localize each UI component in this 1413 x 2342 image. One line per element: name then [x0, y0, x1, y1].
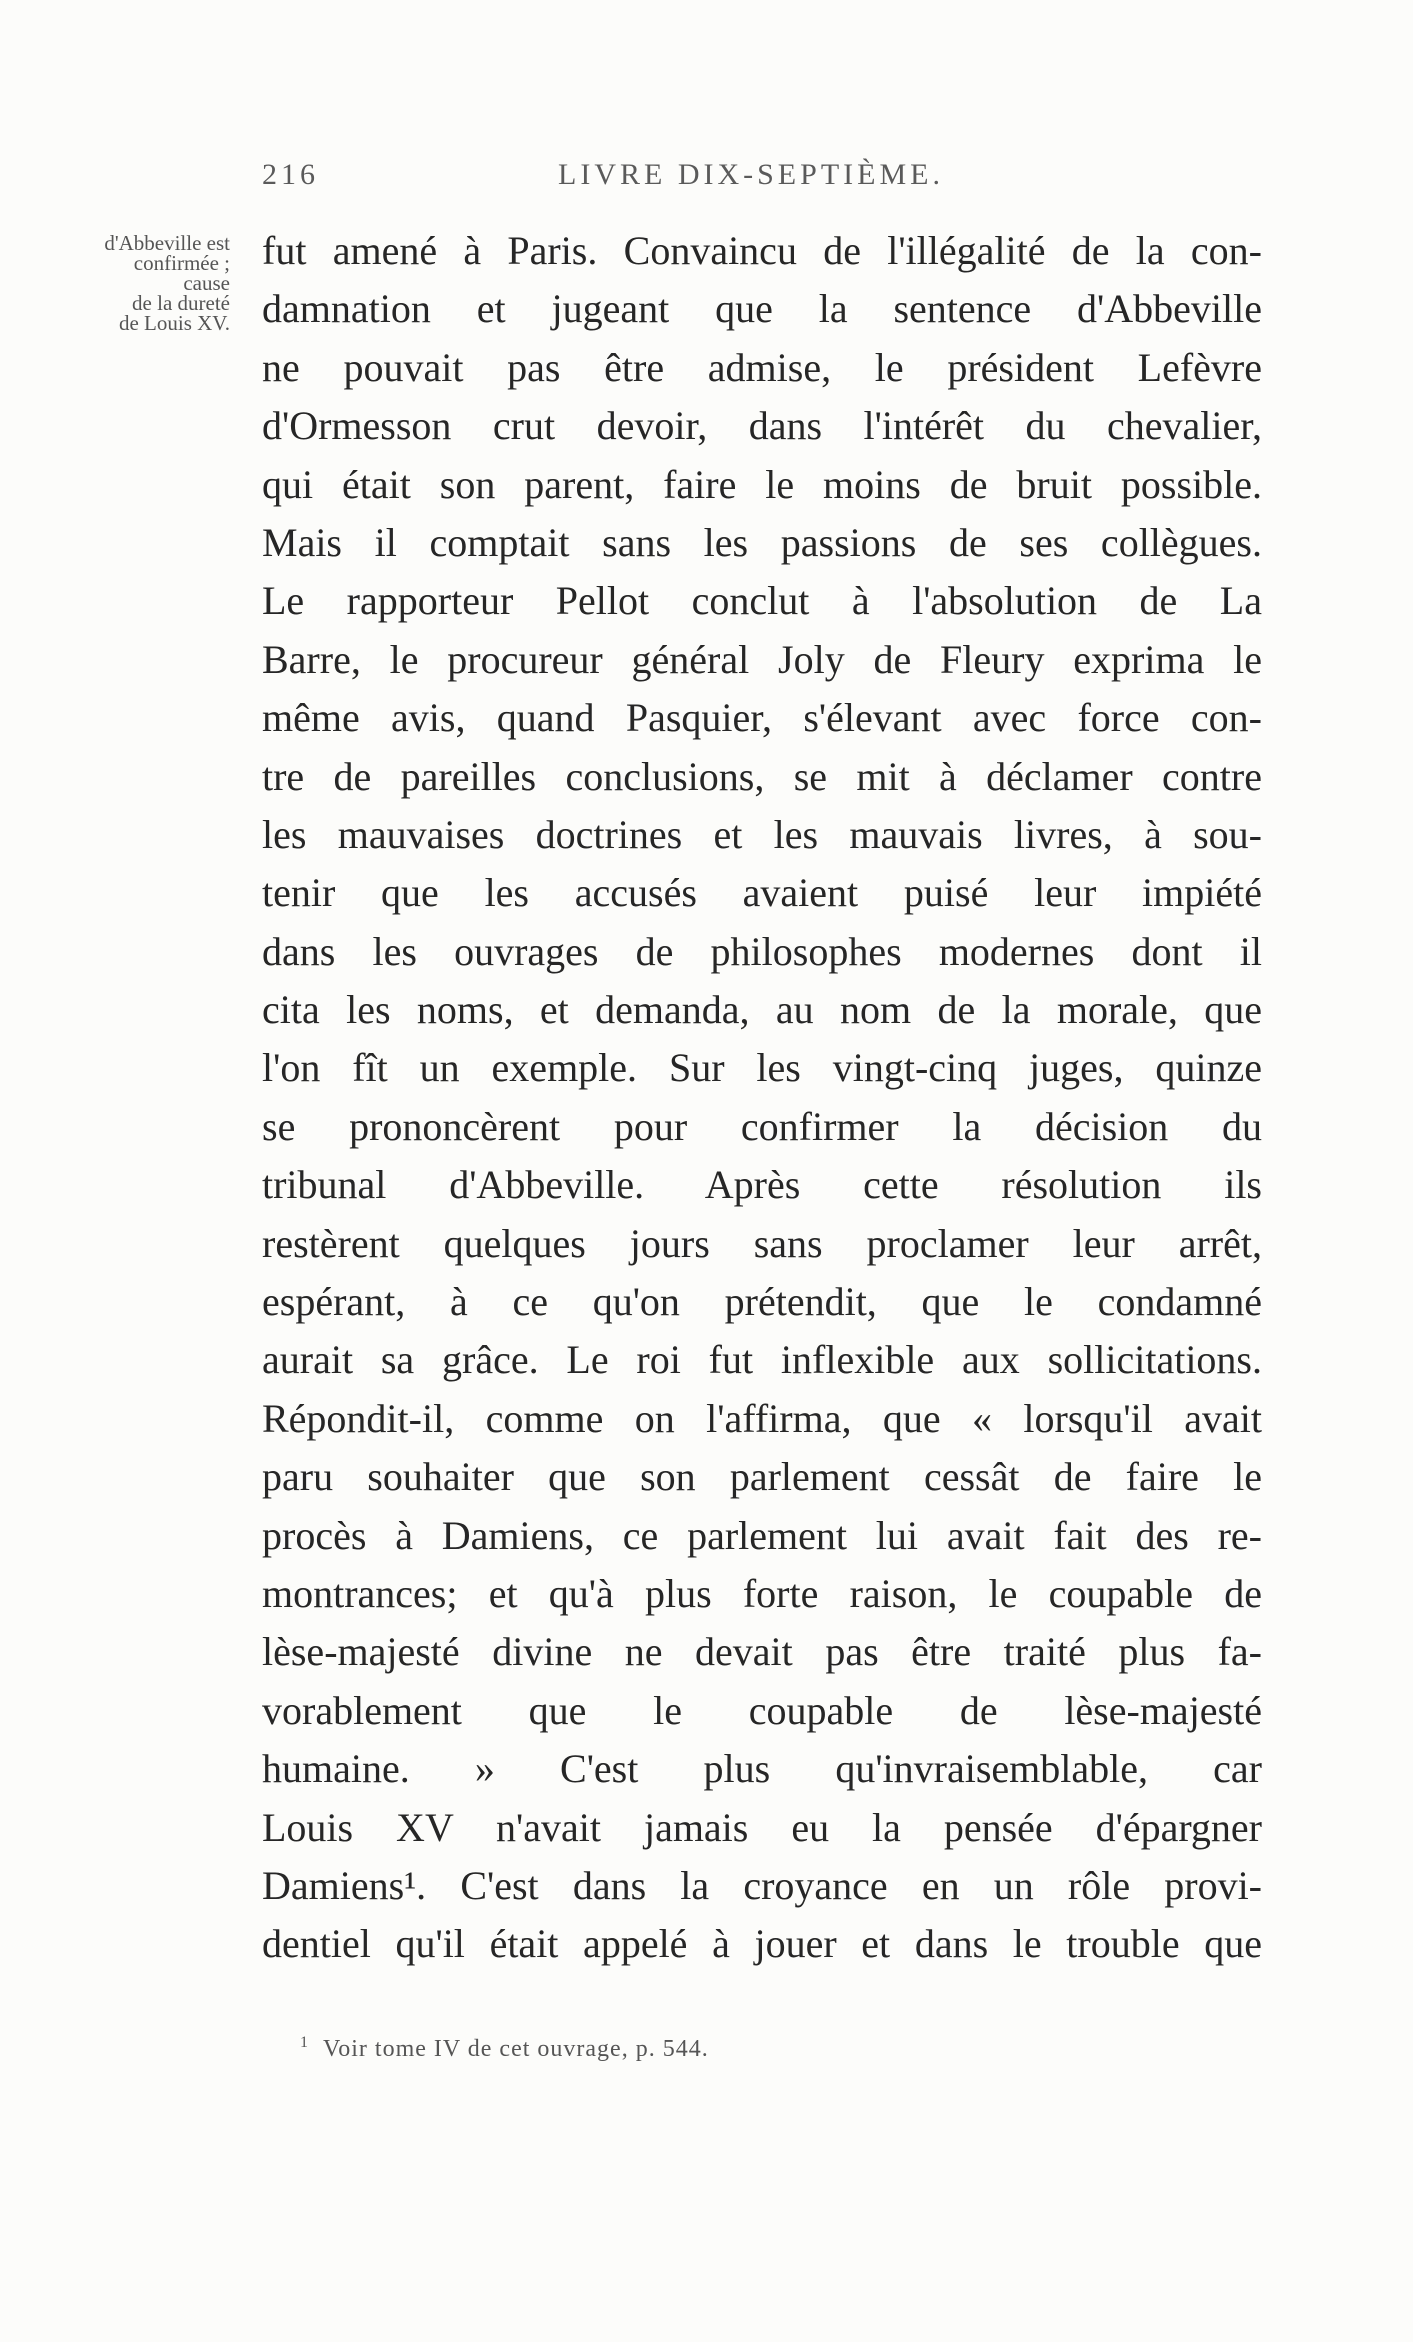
text-line: dans les ouvrages de philosophes modernes dont il [262, 928, 1262, 974]
margin-note-line: de la dureté [132, 291, 230, 315]
text-line: qui était son parent, faire le moins de bruit possible. [262, 461, 1262, 507]
margin-note-line: de Louis XV. [118, 311, 230, 335]
text-line: montrances; et qu'à plus forte raison, le coupable de [262, 1570, 1262, 1616]
text-line: même avis, quand Pasquier, s'élevant avec force con- [262, 695, 1262, 741]
margin-note-line: d'Abbeville est [104, 231, 230, 255]
text-line: l'on fît un exemple. Sur les vingt-cinq juges, quinze [262, 1045, 1262, 1091]
text-line: Barre, le procureur général Joly de Fleury exprima le [262, 636, 1262, 682]
text-line: procès à Damiens, ce parlement lui avait fait des re- [262, 1512, 1262, 1558]
text-line: Mais il comptait sans les passions de ses collègues. [262, 519, 1262, 565]
text-line: humaine. » C'est plus qu'invraisemblable, car [262, 1746, 1262, 1792]
text-line: tribunal d'Abbeville. Après cette résolution ils [262, 1162, 1262, 1208]
text-line: damnation et jugeant que la sentence d'Abbeville [262, 286, 1262, 332]
footnote-text: Voir tome IV de cet ouvrage, p. 544. [323, 2036, 709, 2062]
margin-note [40, 233, 230, 333]
text-line: restèrent quelques jours sans proclamer leur arrêt, [262, 1220, 1262, 1266]
text-line: les mauvaises doctrines et les mauvais livres, à sou- [262, 811, 1262, 857]
text-line: tenir que les accusés avaient puisé leur impiété [262, 870, 1262, 916]
footnote [300, 2034, 709, 2063]
footnote-marker: 1 [300, 2034, 309, 2051]
running-title: LIVRE DIX-SEPTIÈME. [558, 158, 944, 191]
text-line: espérant, à ce qu'on prétendit, que le condamné [262, 1279, 1262, 1325]
running-head [262, 158, 1262, 198]
text-line: Damiens¹. C'est dans la croyance en un rôle provi- [262, 1862, 1262, 1908]
text-line: Louis XV n'avait jamais eu la pensée d'épargner [262, 1804, 1262, 1850]
text-line: fut amené à Paris. Convaincu de l'illégalité de la con- [262, 228, 1262, 273]
margin-note-line: cause [183, 271, 230, 295]
text-line: ne pouvait pas être admise, le président Lefèvre [262, 344, 1262, 390]
text-line: dentiel qu'il était appelé à jouer et dans le trouble que [262, 1921, 1262, 1967]
page-number: 216 [262, 158, 319, 191]
text-line: paru souhaiter que son parlement cessât de faire le [262, 1454, 1262, 1500]
text-line: Le rapporteur Pellot conclut à l'absolution de La [262, 578, 1262, 624]
margin-note-line: confirmée ; [133, 251, 230, 275]
text-line: aurait sa grâce. Le roi fut inflexible aux sollicitations. [262, 1337, 1262, 1383]
text-line: se prononcèrent pour confirmer la décision du [262, 1103, 1262, 1149]
text-line: d'Ormesson crut devoir, dans l'intérêt du chevalier, [262, 403, 1262, 449]
text-line: tre de pareilles conclusions, se mit à déclamer contre [262, 753, 1262, 799]
text-line: vorablement que le coupable de lèse-majesté [262, 1687, 1262, 1733]
text-line: lèse-majesté divine ne devait pas être traité plus fa- [262, 1629, 1262, 1675]
text-line: cita les noms, et demanda, au nom de la morale, que [262, 987, 1262, 1033]
body-text [262, 222, 1262, 1974]
text-line: Répondit-il, comme on l'affirma, que « lorsqu'il avait [262, 1395, 1262, 1441]
